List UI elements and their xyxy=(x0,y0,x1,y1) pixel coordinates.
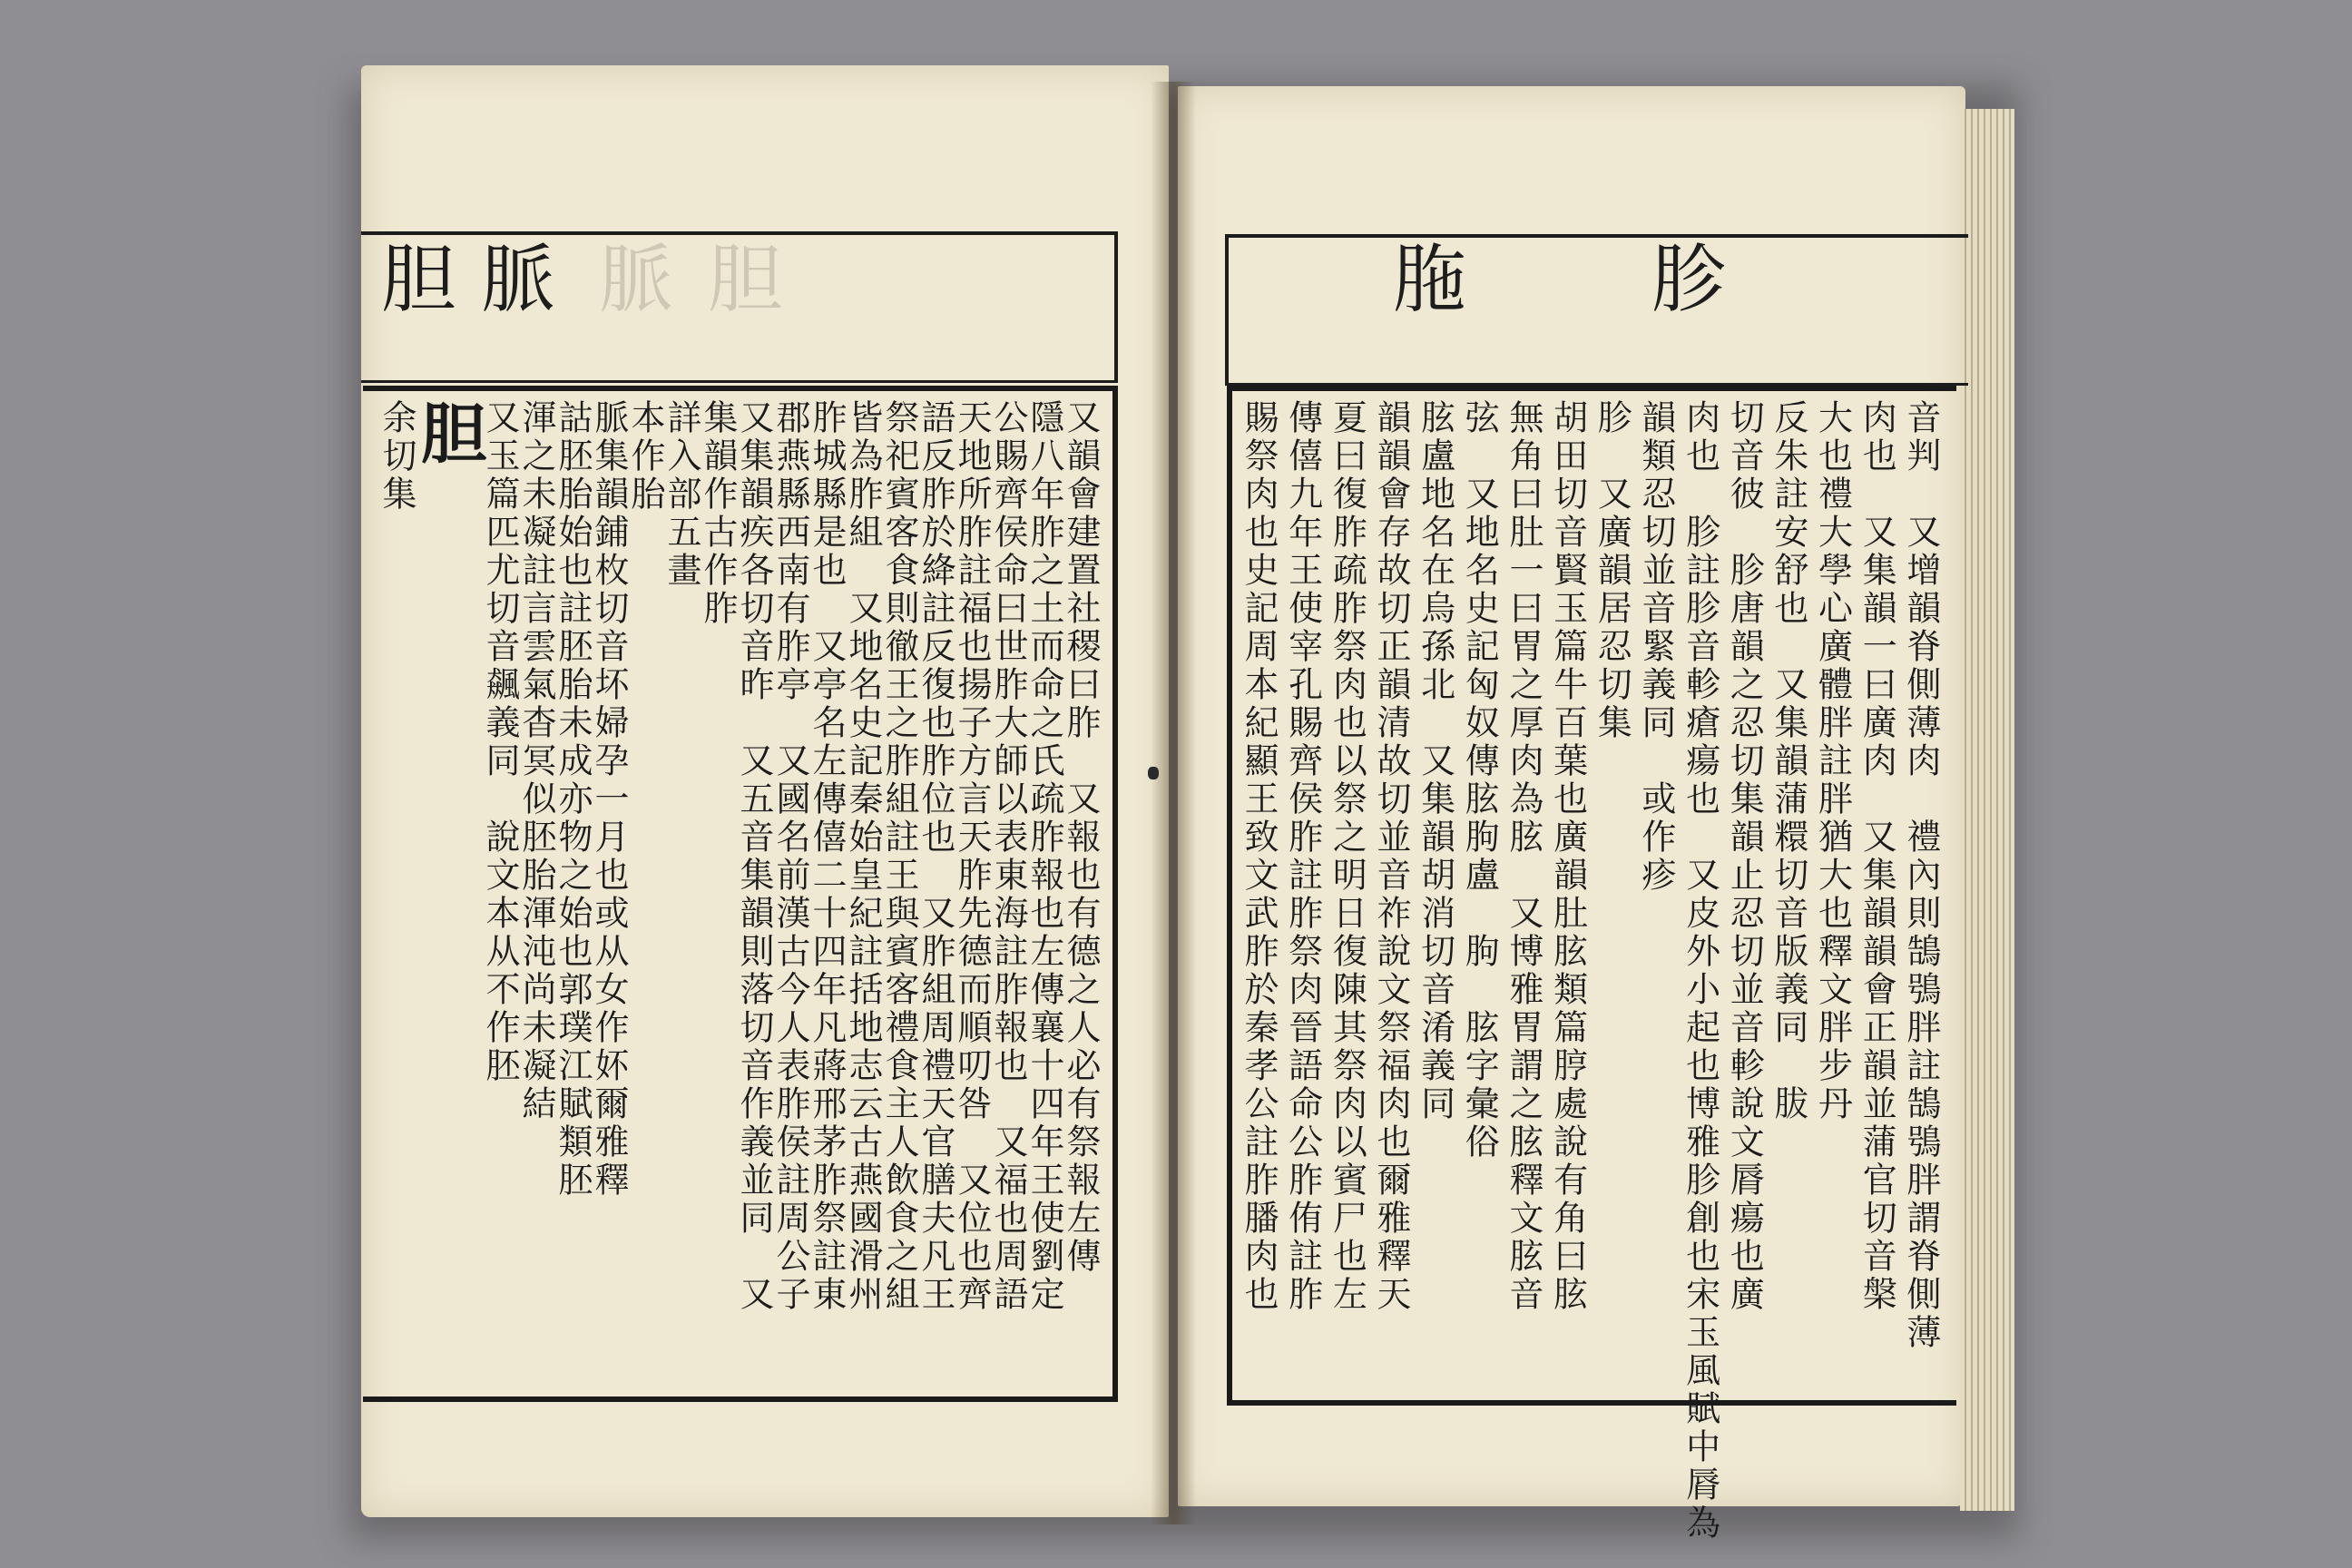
seal-char: 胗 xyxy=(1651,237,1727,323)
text-column: 夏曰復胙疏胙祭肉也以祭之明日復陳其祭肉以賓尸也左 xyxy=(1327,399,1367,1314)
text-column: 郡燕縣西南有胙亭 又國名前漢古今人表胙侯註周公子 xyxy=(770,399,810,1314)
text-column: 又集韻疾各切音昨 又五音集韻則落切音作義並同 又 xyxy=(734,399,774,1314)
text-column: 脈集韻鋪枚切音坏婦孕一月也或从女作妚爾雅釋 xyxy=(589,399,629,1200)
text-column: 肉也 胗註胗音軫瘡瘍也 又皮外小起也博雅胗創也宋玉風賦中脣為 xyxy=(1680,399,1720,1543)
text-column: 皆為胙組 又地名史記秦始皇紀註括地志云古燕國滑州 xyxy=(843,399,883,1314)
text-column: 胘盧地名在烏孫北 又集韻胡消切音淆義同 xyxy=(1415,399,1455,1123)
text-column: 無角曰肚一曰胃之厚肉為胘 又博雅胃謂之胘釋文胘音 xyxy=(1503,399,1544,1314)
text-column: 賜祭肉也史記周本紀顯王致文武胙於秦孝公註胙膰肉也 xyxy=(1239,399,1279,1314)
text-column: 隱八年胙之土而命之氏疏胙報也左傳襄十四年王使劉定 xyxy=(1024,399,1064,1314)
text-column: 詁胚胎始也註胚胎未成亦物之始也郭璞江賦類胚 xyxy=(553,399,593,1200)
text-column: 肉也 又集韻一曰廣肉 又集韻韻會正韻並蒲官切音槃 xyxy=(1857,399,1897,1314)
text-column: 余切集 xyxy=(377,399,416,514)
text-column: 反朱註安舒也 又集韻蒲糫切音版義同 胈 xyxy=(1768,399,1808,1123)
page-edges xyxy=(1960,109,2014,1511)
right-header-frame xyxy=(1225,234,1968,386)
left-columns xyxy=(377,399,1101,1379)
text-column: 音判 又增韻脊側薄肉 禮內則鵠鴞胖註鵠鴞胖謂脊側薄 xyxy=(1900,399,1941,1352)
text-column: 切音彼 胗唐韻之忍切集韻止忍切並音軫說文脣瘍也廣 xyxy=(1724,399,1765,1314)
text-column: 天地所胙註福也揚子方言天胙先德而順叨咎 又位也齊 xyxy=(952,399,992,1314)
text-column: 渾之未凝註言雲氣杳冥似胚胎渾沌尚未凝結 xyxy=(516,399,556,1123)
text-column: 又韻會建置社稷曰胙 又報也有德之人必有祭報左傳 xyxy=(1061,399,1101,1276)
text-column: 本作胎 xyxy=(625,399,665,514)
seal-char: 胆 xyxy=(381,237,456,323)
headword-column: 胆 xyxy=(410,399,487,474)
text-column: 胡田切音賢玉篇牛百葉也廣韻肚胘類篇脝處說有角曰胘 xyxy=(1547,399,1588,1314)
text-column: 祭祀賓客食則徹王之胙組註王與賓客禮食主人飲食之組 xyxy=(879,399,919,1314)
text-column: 胙城縣是也 又亭名左傳僖二十四年凡蔣邢茅胙祭註東 xyxy=(807,399,847,1314)
seal-char-ghost: 胆 xyxy=(708,237,783,323)
seal-char-ghost: 脈 xyxy=(599,237,674,323)
text-column: 弦 又地名史記匈奴傳胘朐盧 朐 胘字彙俗 xyxy=(1459,399,1500,1161)
text-column: 韻類忍切並音緊義同 或作疹 xyxy=(1635,399,1676,895)
seal-char: 脈 xyxy=(481,237,556,323)
seal-char: 胣 xyxy=(1393,237,1468,323)
text-column: 傳僖九年王使宰孔賜齊侯胙註胙祭肉晉語命公胙侑註胙 xyxy=(1282,399,1323,1314)
book-gutter xyxy=(1151,82,1196,1524)
text-column: 又玉篇匹尤切音飆義同 說文本从不作胚 xyxy=(480,399,520,1085)
text-column: 大也禮大學心廣體胖註胖猶大也釋文胖步丹 xyxy=(1812,399,1853,1123)
text-column: 公賜齊侯命曰世胙大師以表東海註胙報也 又福也周語 xyxy=(988,399,1028,1314)
ink-blot xyxy=(1148,767,1159,779)
text-column: 語反胙於絳註反復也胙位也 又胙組周禮天官膳夫凡王 xyxy=(916,399,956,1314)
text-column: 韻韻會存故切正韻清故切並音祚說文祭福肉也爾雅釋天 xyxy=(1370,399,1411,1314)
text-column: 胗 又廣韻居忍切集 xyxy=(1592,399,1632,742)
right-columns xyxy=(1239,399,1941,1543)
text-column: 集韻作古作胙 xyxy=(698,399,738,628)
text-column: 詳入部五畫 xyxy=(662,399,701,590)
